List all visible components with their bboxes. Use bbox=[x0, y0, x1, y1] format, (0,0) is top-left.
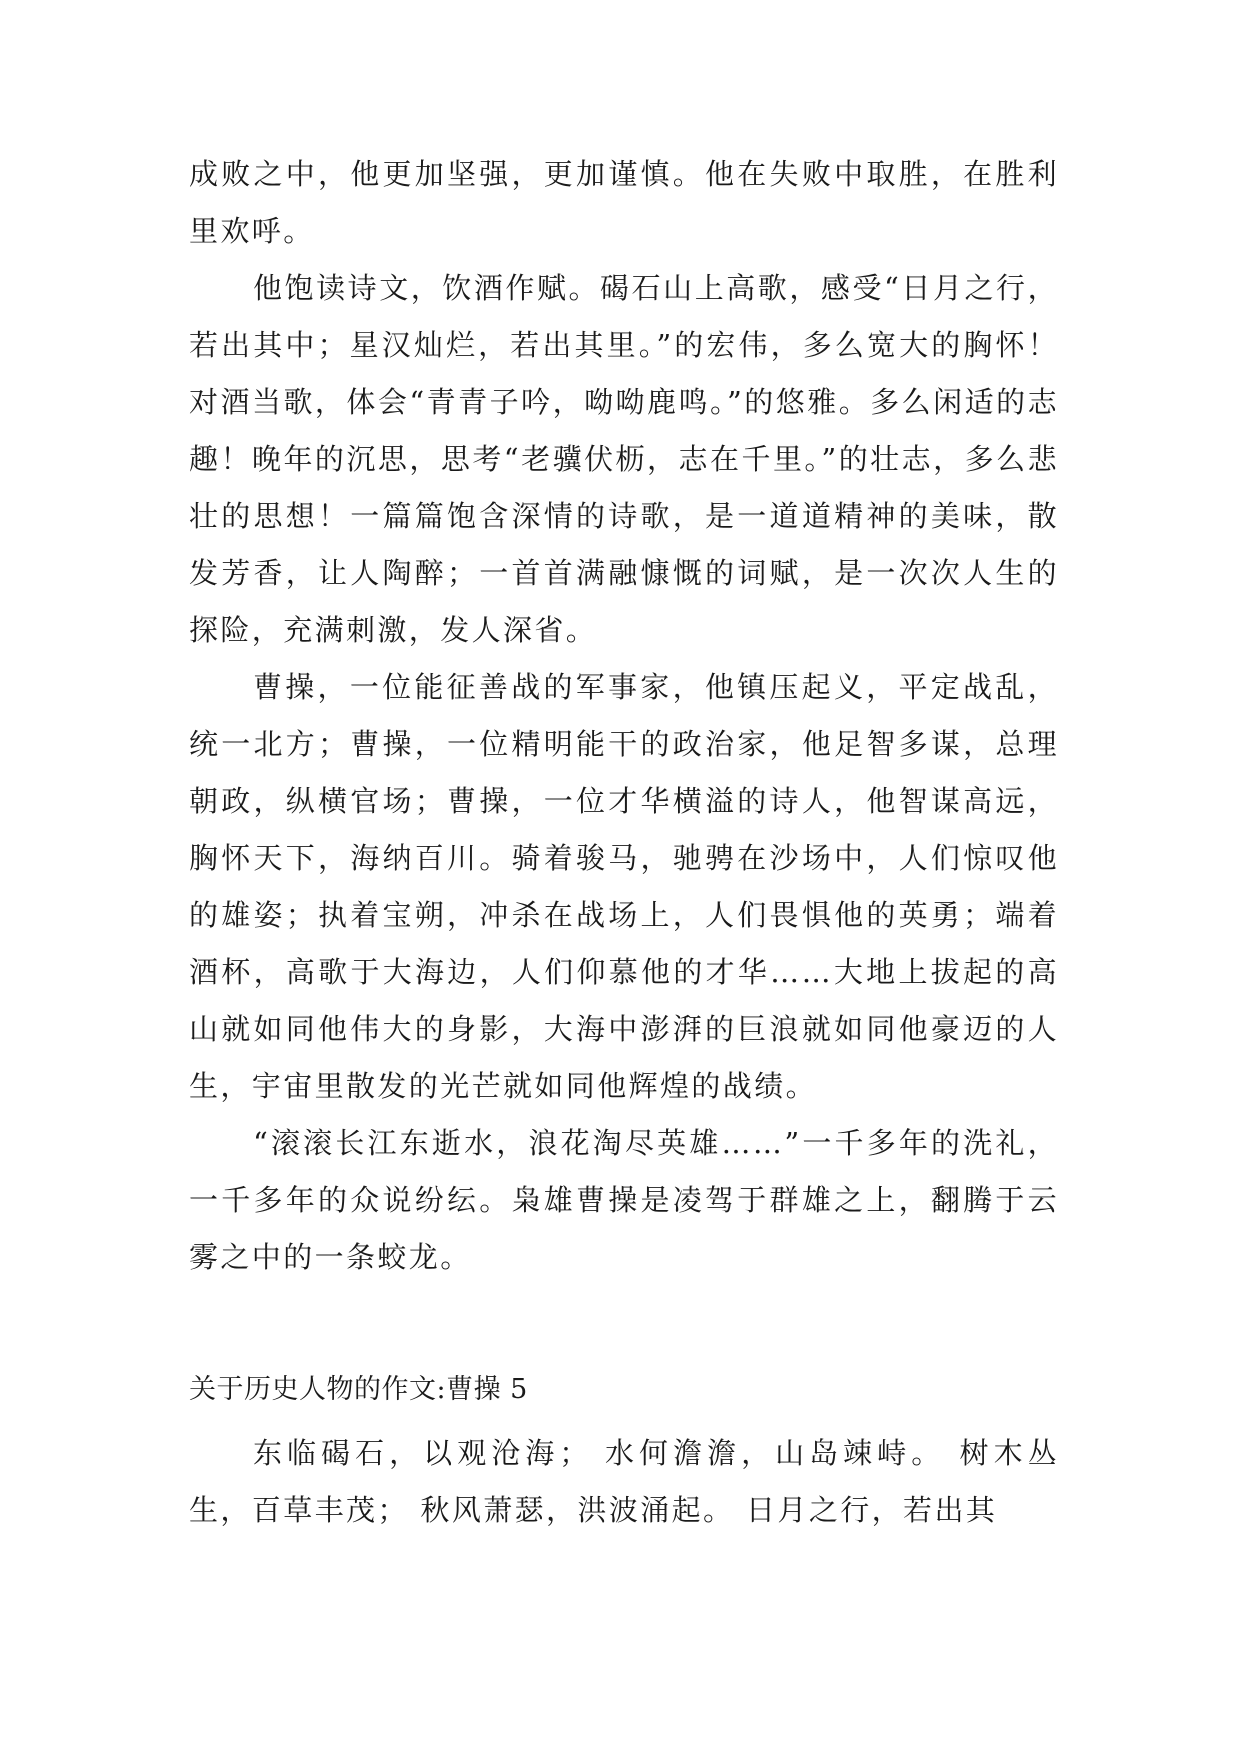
paragraph-poetry: 他饱读诗文，饮酒作赋。碣石山上高歌，感受“日月之行，若出其中；星汉灿烂，若出其里。”的宏伟，多么宽大的胸怀！对酒当歌，体会“青青子吟，呦呦鹿鸣。”的悠雅。多么闲适的志趣！晚年的沉思，思考“老骥伏枥，志在千里。”的壮志，多么悲壮的思想！一篇篇饱含深情的诗歌，是一道道精神的美味，散发芳香，让人陶醉；一首首满融慷慨的词赋，是一次次人生的探险，充满刺激，发人深省。 bbox=[189, 271, 1059, 647]
paragraph-continuation: 成败之中，他更加坚强，更加谨慎。他在失败中取胜，在胜利里欢呼。 bbox=[189, 157, 1059, 248]
essay-body-continued bbox=[189, 146, 1059, 1286]
paragraph-conclusion: “滚滚长江东逝水，浪花淘尽英雄……”一千多年的洗礼，一千多年的众说纷纭。枭雄曹操是凌驾于群雄之上，翻腾于云雾之中的一条蛟龙。 bbox=[189, 1126, 1059, 1274]
paragraph-roles: 曹操，一位能征善战的军事家，他镇压起义，平定战乱，统一北方；曹操，一位精明能干的政治家，他足智多谋，总理朝政，纵横官场；曹操，一位才华横溢的诗人，他智谋高远，胸怀天下，海纳百川。骑着骏马，驰骋在沙场中，人们惊叹他的雄姿；执着宝朔，冲杀在战场上，人们畏惧他的英勇；端着酒杯，高歌于大海边，人们仰慕他的才华……大地上拔起的高山就如同他伟大的身影，大海中澎湃的巨浪就如同他豪迈的人生，宇宙里散发的光芒就如同他辉煌的战绩。 bbox=[189, 670, 1059, 1103]
paragraph-poem-quote: 东临碣石，以观沧海； 水何澹澹，山岛竦峙。 树木丛生，百草丰茂； 秋风萧瑟，洪波涌起。 日月之行，若出其 bbox=[189, 1436, 1059, 1527]
essay-body-5 bbox=[189, 1425, 1059, 1539]
essay-title: 关于历史人物的作文:曹操 5 bbox=[189, 1374, 528, 1405]
